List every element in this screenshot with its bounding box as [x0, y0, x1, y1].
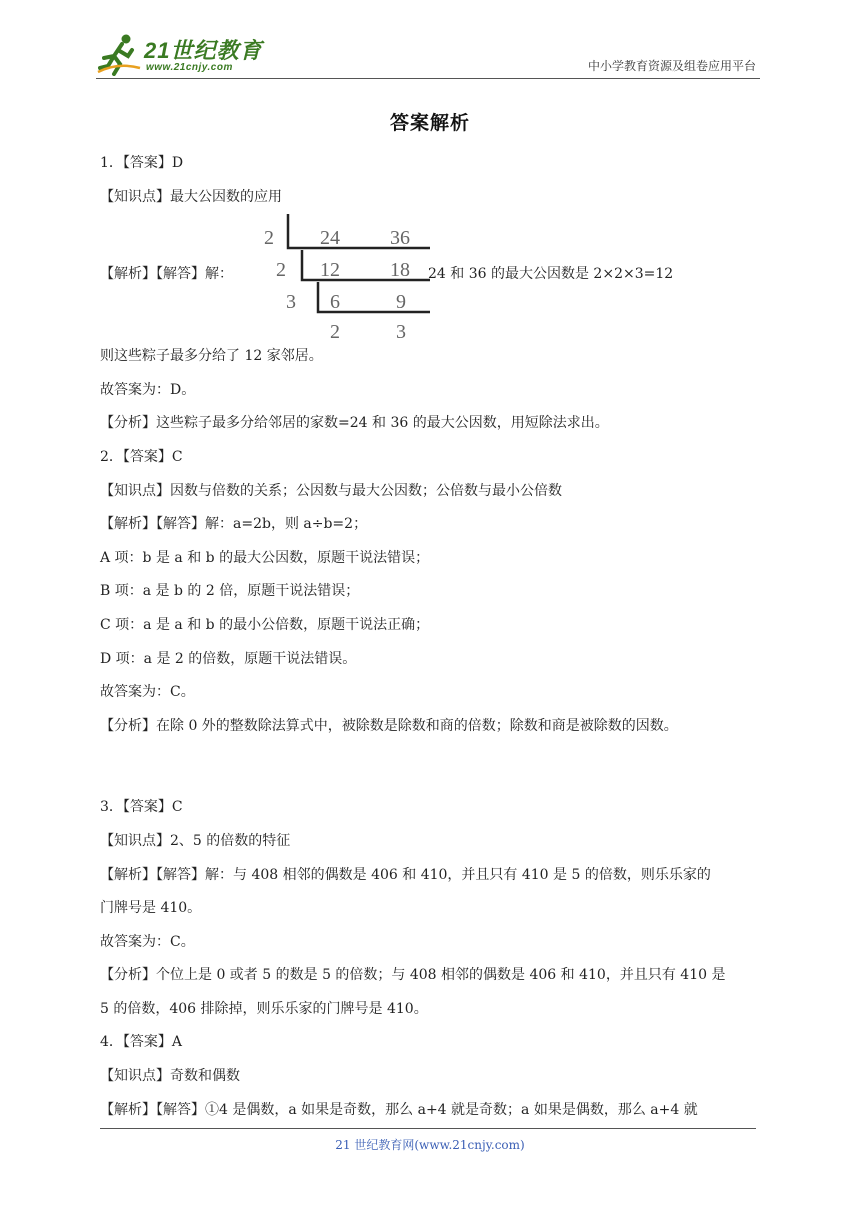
short-division-ladder	[262, 214, 432, 340]
answer-content	[100, 147, 764, 1127]
q2-option-c: C 项：a 是 a 和 b 的最小公倍数，原题干说法正确；	[100, 616, 430, 633]
ladder-value: 3	[396, 321, 406, 341]
footer-divider	[100, 1128, 756, 1129]
q3-solution-line2: 门牌号是 410。	[100, 900, 202, 917]
q1-final: 故答案为：D。	[100, 381, 196, 398]
q2-final: 故答案为：C。	[100, 684, 195, 701]
ladder-value: 18	[390, 259, 410, 282]
ladder-divisor: 3	[286, 291, 296, 314]
q3-knowledge: 【知识点】2、5 的倍数的特征	[100, 832, 291, 849]
q2-option-a: A 项：b 是 a 和 b 的最大公因数，原题干说法错误；	[100, 549, 430, 566]
page-title: 答案解析	[389, 112, 470, 134]
q4-solution: 【解析】【解答】①4 是偶数，a 如果是奇数，那么 a+4 就是奇数；a 如果是偶数，那么 a+4 就	[100, 1101, 698, 1118]
ladder-value: 12	[320, 259, 340, 282]
q4-knowledge: 【知识点】奇数和偶数	[100, 1068, 240, 1085]
page-header	[96, 30, 760, 79]
ladder-value: 24	[320, 227, 340, 250]
site-logo[interactable]	[96, 32, 266, 76]
ladder-divisor: 2	[264, 227, 274, 250]
q3-solution-line1: 【解析】【解答】解：与 408 相邻的偶数是 406 和 410，并且只有 410 是 5 的倍数，则乐乐家的	[100, 866, 711, 883]
q2-analysis: 【分析】在除 0 外的整数除法算式中，被除数是除数和商的倍数；除数和商是被除数的因数。	[100, 717, 678, 734]
footer-link[interactable]: 21 世纪教育网(www.21cnjy.com)	[335, 1138, 525, 1152]
q1-knowledge: 【知识点】最大公因数的应用	[100, 188, 282, 205]
q1-solution-label: 【解析】【解答】解：	[100, 266, 233, 283]
q1-gcd-result: 24 和 36 的最大公因数是 2×2×3=12	[428, 266, 674, 283]
q1-conclusion: 则这些粽子最多分给了 12 家邻居。	[100, 348, 323, 365]
q2-answer: 2．【答案】C	[100, 448, 183, 465]
q3-answer: 3．【答案】C	[100, 799, 183, 816]
runner-icon	[96, 32, 142, 76]
logo-url: www.21cnjy.com	[146, 62, 233, 73]
ladder-value: 36	[390, 227, 410, 250]
ladder-value: 6	[330, 291, 340, 314]
q1-solution	[100, 214, 764, 340]
logo-text: 21世纪教育	[144, 38, 263, 63]
q2-option-b: B 项：a 是 b 的 2 倍，原题干说法错误；	[100, 583, 360, 600]
ladder-divisor: 2	[276, 259, 286, 282]
q1-answer: 1．【答案】D	[100, 155, 184, 171]
q2-option-d: D 项：a 是 2 的倍数，原题干说法错误。	[100, 650, 357, 667]
q2-knowledge: 【知识点】因数与倍数的关系；公因数与最大公因数；公倍数与最小公倍数	[100, 482, 562, 499]
q3-analysis-line1: 【分析】个位上是 0 或者 5 的数是 5 的倍数；与 408 相邻的偶数是 406 和 410，并且只有 410 是	[100, 967, 726, 984]
q3-analysis-line2: 5 的倍数，406 排除掉，则乐乐家的门牌号是 410。	[100, 1000, 428, 1017]
q1-analysis: 【分析】这些粽子最多分给邻居的家数=24 和 36 的最大公因数，用短除法求出。	[100, 415, 609, 432]
ladder-value: 2	[330, 321, 340, 341]
q4-answer: 4．【答案】A	[100, 1034, 183, 1051]
ladder-value: 9	[396, 291, 406, 314]
spacer	[100, 743, 764, 791]
q3-final: 故答案为：C。	[100, 933, 195, 950]
platform-name: 中小学教育资源及组卷应用平台	[587, 59, 756, 73]
q2-solution: 【解析】【解答】解：a=2b，则 a÷b=2；	[100, 516, 368, 533]
